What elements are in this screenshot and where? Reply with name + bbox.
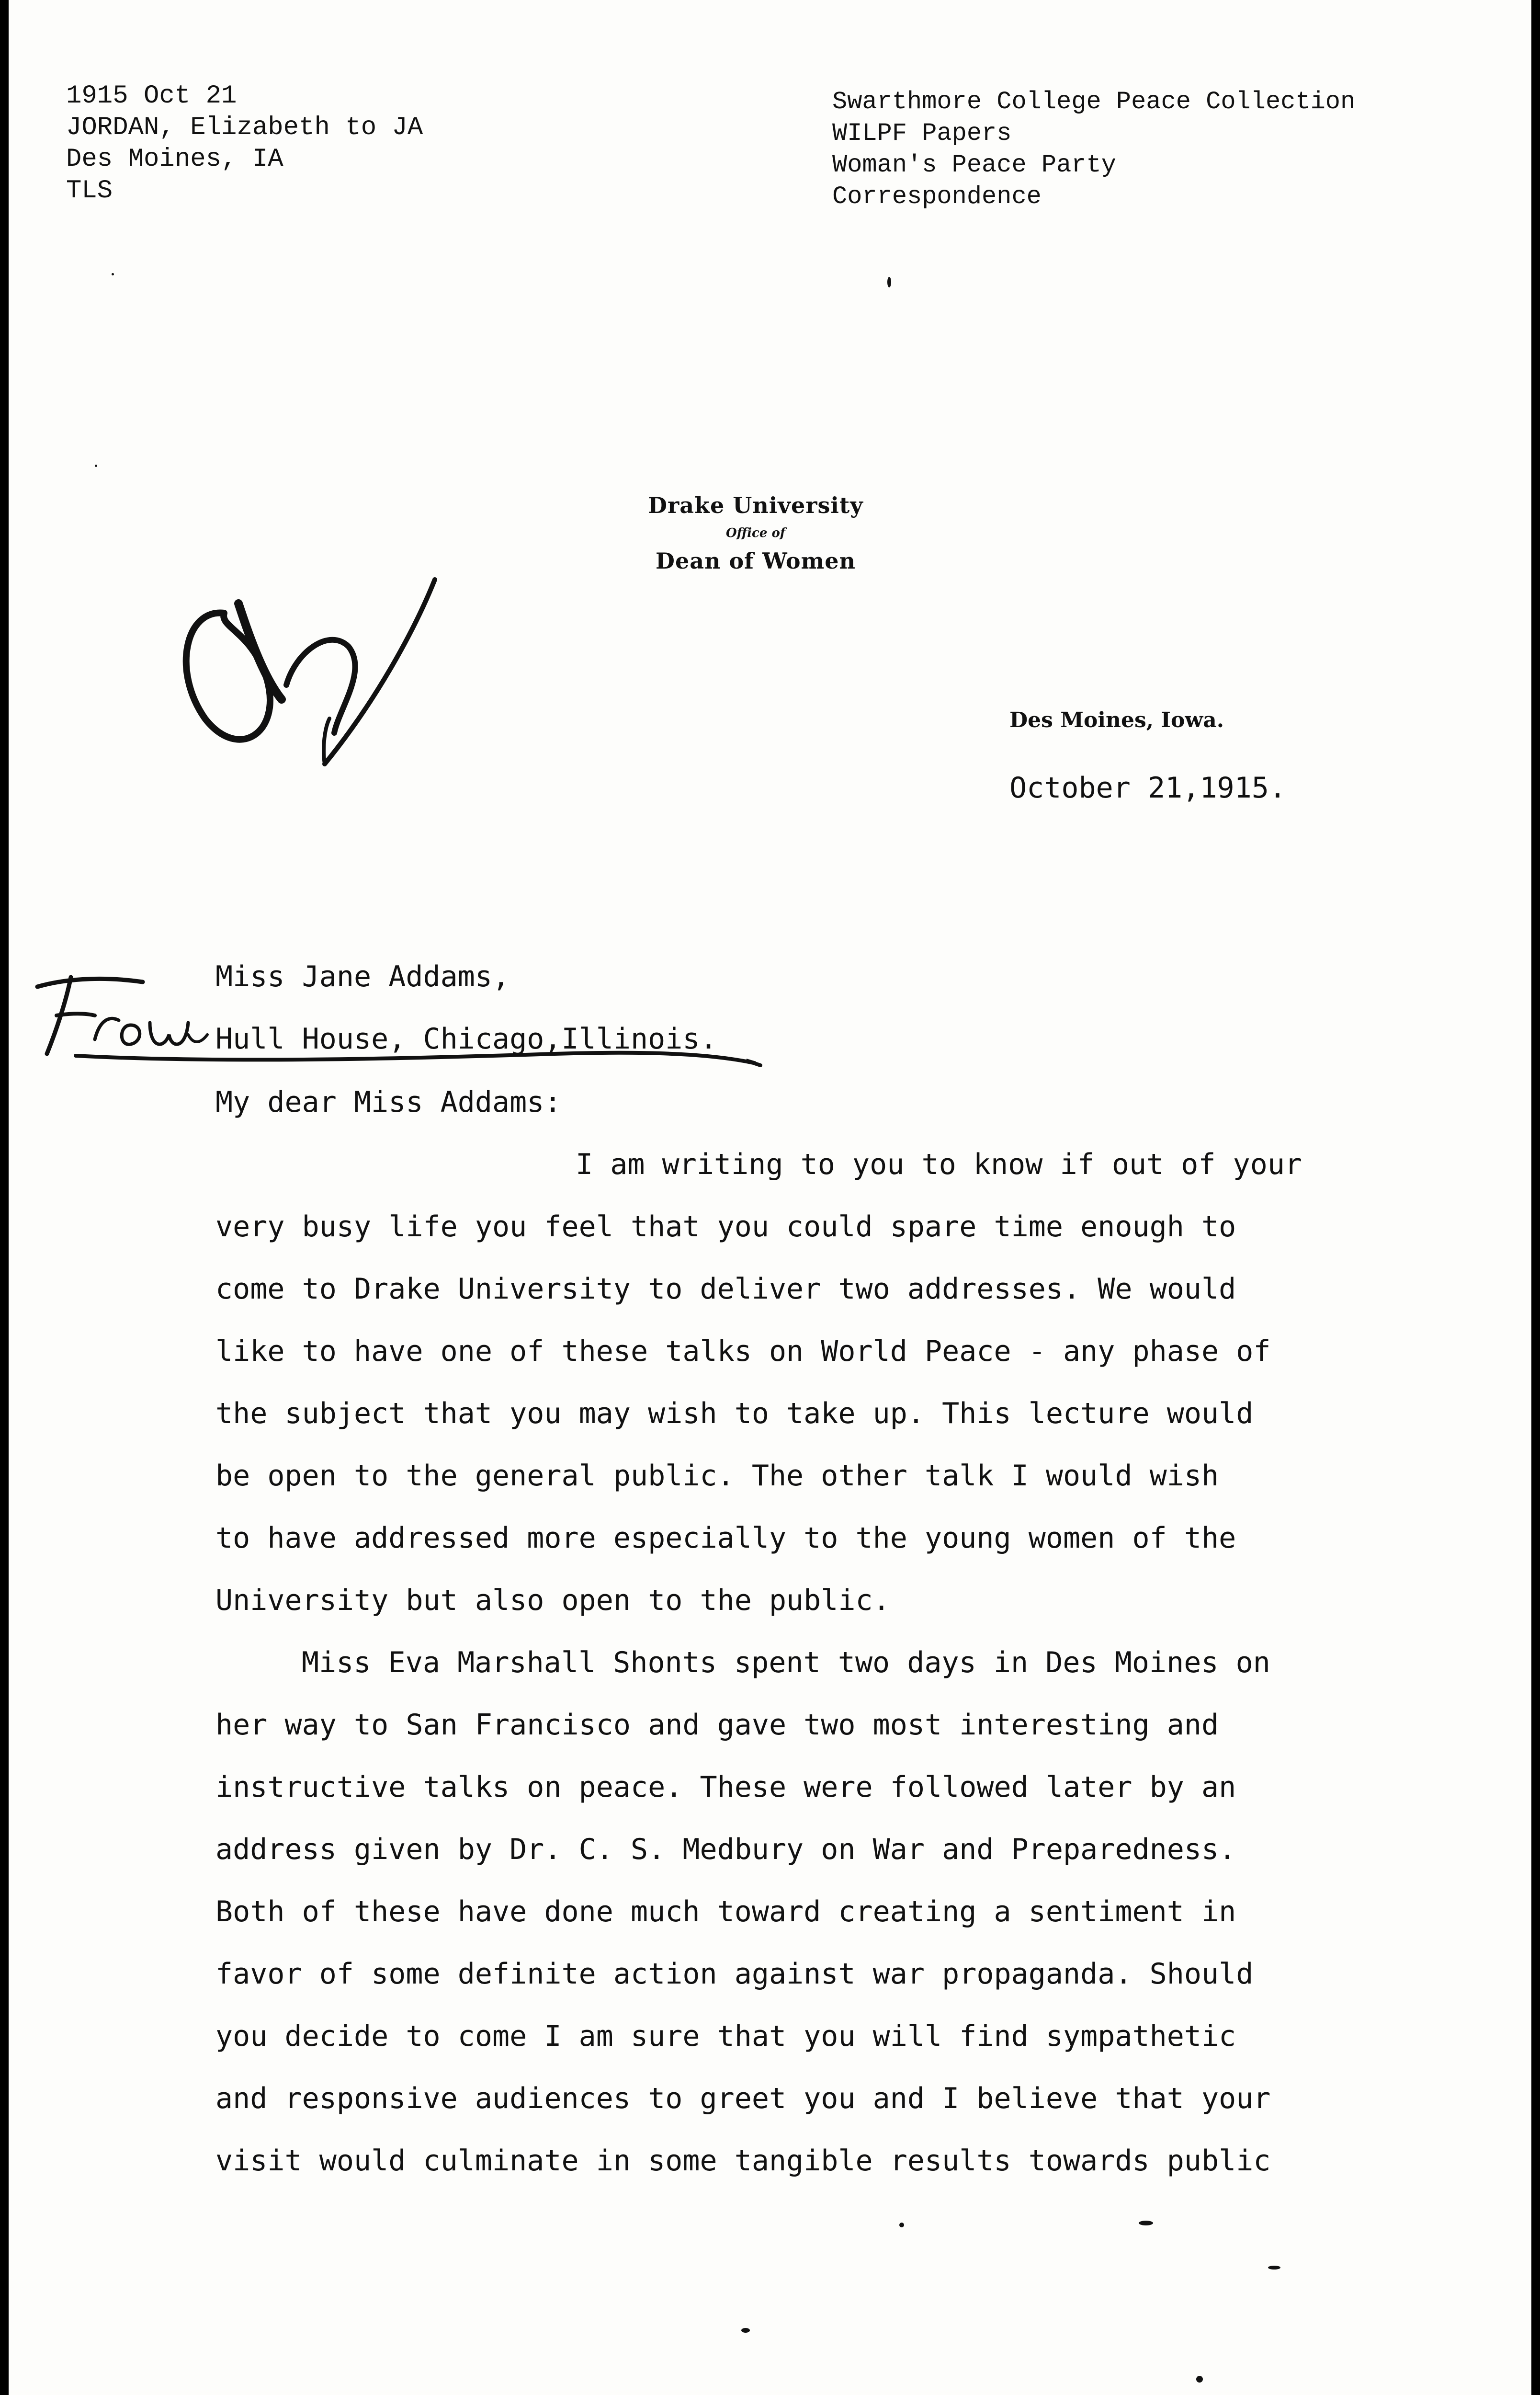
scan-speck — [95, 465, 97, 467]
body-line: Miss Eva Marshall Shonts spent two days in Des Moines on — [302, 1646, 1270, 1679]
recipient-name: Miss Jane Addams, — [215, 960, 510, 993]
letterhead — [526, 489, 985, 578]
salutation: My dear Miss Addams: — [215, 1085, 562, 1119]
body-line: favor of some definite action against war propaganda. Should — [215, 1957, 1254, 1991]
scan-speck — [887, 277, 891, 287]
scan-speck — [1196, 2376, 1203, 2383]
meta-series: Woman's Peace Party — [832, 151, 1116, 179]
body-line: to have addressed more especially to the young women of the — [215, 1521, 1236, 1555]
body-line: very busy life you feel that you could spare time enough to — [215, 1210, 1236, 1243]
letterhead-office: Office of — [726, 526, 785, 540]
archive-meta-left — [66, 80, 423, 207]
body-line: you decide to come I am sure that you will find sympathetic — [215, 2019, 1236, 2053]
meta-doc-type: TLS — [66, 176, 113, 205]
body-line: visit would culminate in some tangible results towards public — [215, 2144, 1271, 2178]
letterhead-university: Drake University — [648, 492, 863, 518]
letterhead-dean: Dean of Women — [656, 548, 856, 574]
letter-page — [9, 0, 1531, 2395]
recipient-address: Hull House, Chicago,Illinois. — [215, 1022, 717, 1056]
archive-meta-right — [832, 86, 1355, 213]
body-line: come to Drake University to deliver two addresses. We would — [215, 1272, 1236, 1306]
scan-speck — [899, 2223, 904, 2227]
place-line: Des Moines, Iowa. — [1009, 708, 1224, 732]
meta-correspondents: JORDAN, Elizabeth to JA — [66, 113, 423, 142]
letter-date: October 21,1915. — [1009, 771, 1286, 805]
handwritten-initials — [167, 575, 464, 776]
body-line: instructive talks on peace. These were followed later by an — [215, 1770, 1236, 1804]
meta-collection: Swarthmore College Peace Collection — [832, 88, 1356, 116]
body-line: like to have one of these talks on World Peace - any phase of — [215, 1334, 1271, 1368]
body-line: address given by Dr. C. S. Medbury on War and Preparedness. — [215, 1833, 1236, 1866]
scan-speck — [112, 273, 114, 275]
meta-papers: WILPF Papers — [832, 119, 1012, 148]
scan-speck — [741, 2328, 750, 2333]
body-line: the subject that you may wish to take up. This lecture would — [215, 1397, 1254, 1430]
body-line: Both of these have done much toward creating a sentiment in — [215, 1895, 1236, 1928]
body-line: and responsive audiences to greet you and I believe that your — [215, 2082, 1271, 2115]
scan-speck — [1139, 2221, 1153, 2225]
meta-place: Des Moines, IA — [66, 145, 283, 174]
meta-date: 1915 Oct 21 — [66, 81, 237, 111]
address-underline — [76, 1044, 765, 1087]
body-line: University but also open to the public. — [215, 1584, 890, 1617]
body-line: be open to the general public. The other talk I would wish — [215, 1459, 1219, 1493]
scan-speck — [1268, 2266, 1280, 2270]
body-line: her way to San Francisco and gave two most interesting and — [215, 1708, 1219, 1742]
meta-subseries: Correspondence — [832, 182, 1042, 211]
body-line: I am writing to you to know if out of your — [576, 1148, 1302, 1181]
